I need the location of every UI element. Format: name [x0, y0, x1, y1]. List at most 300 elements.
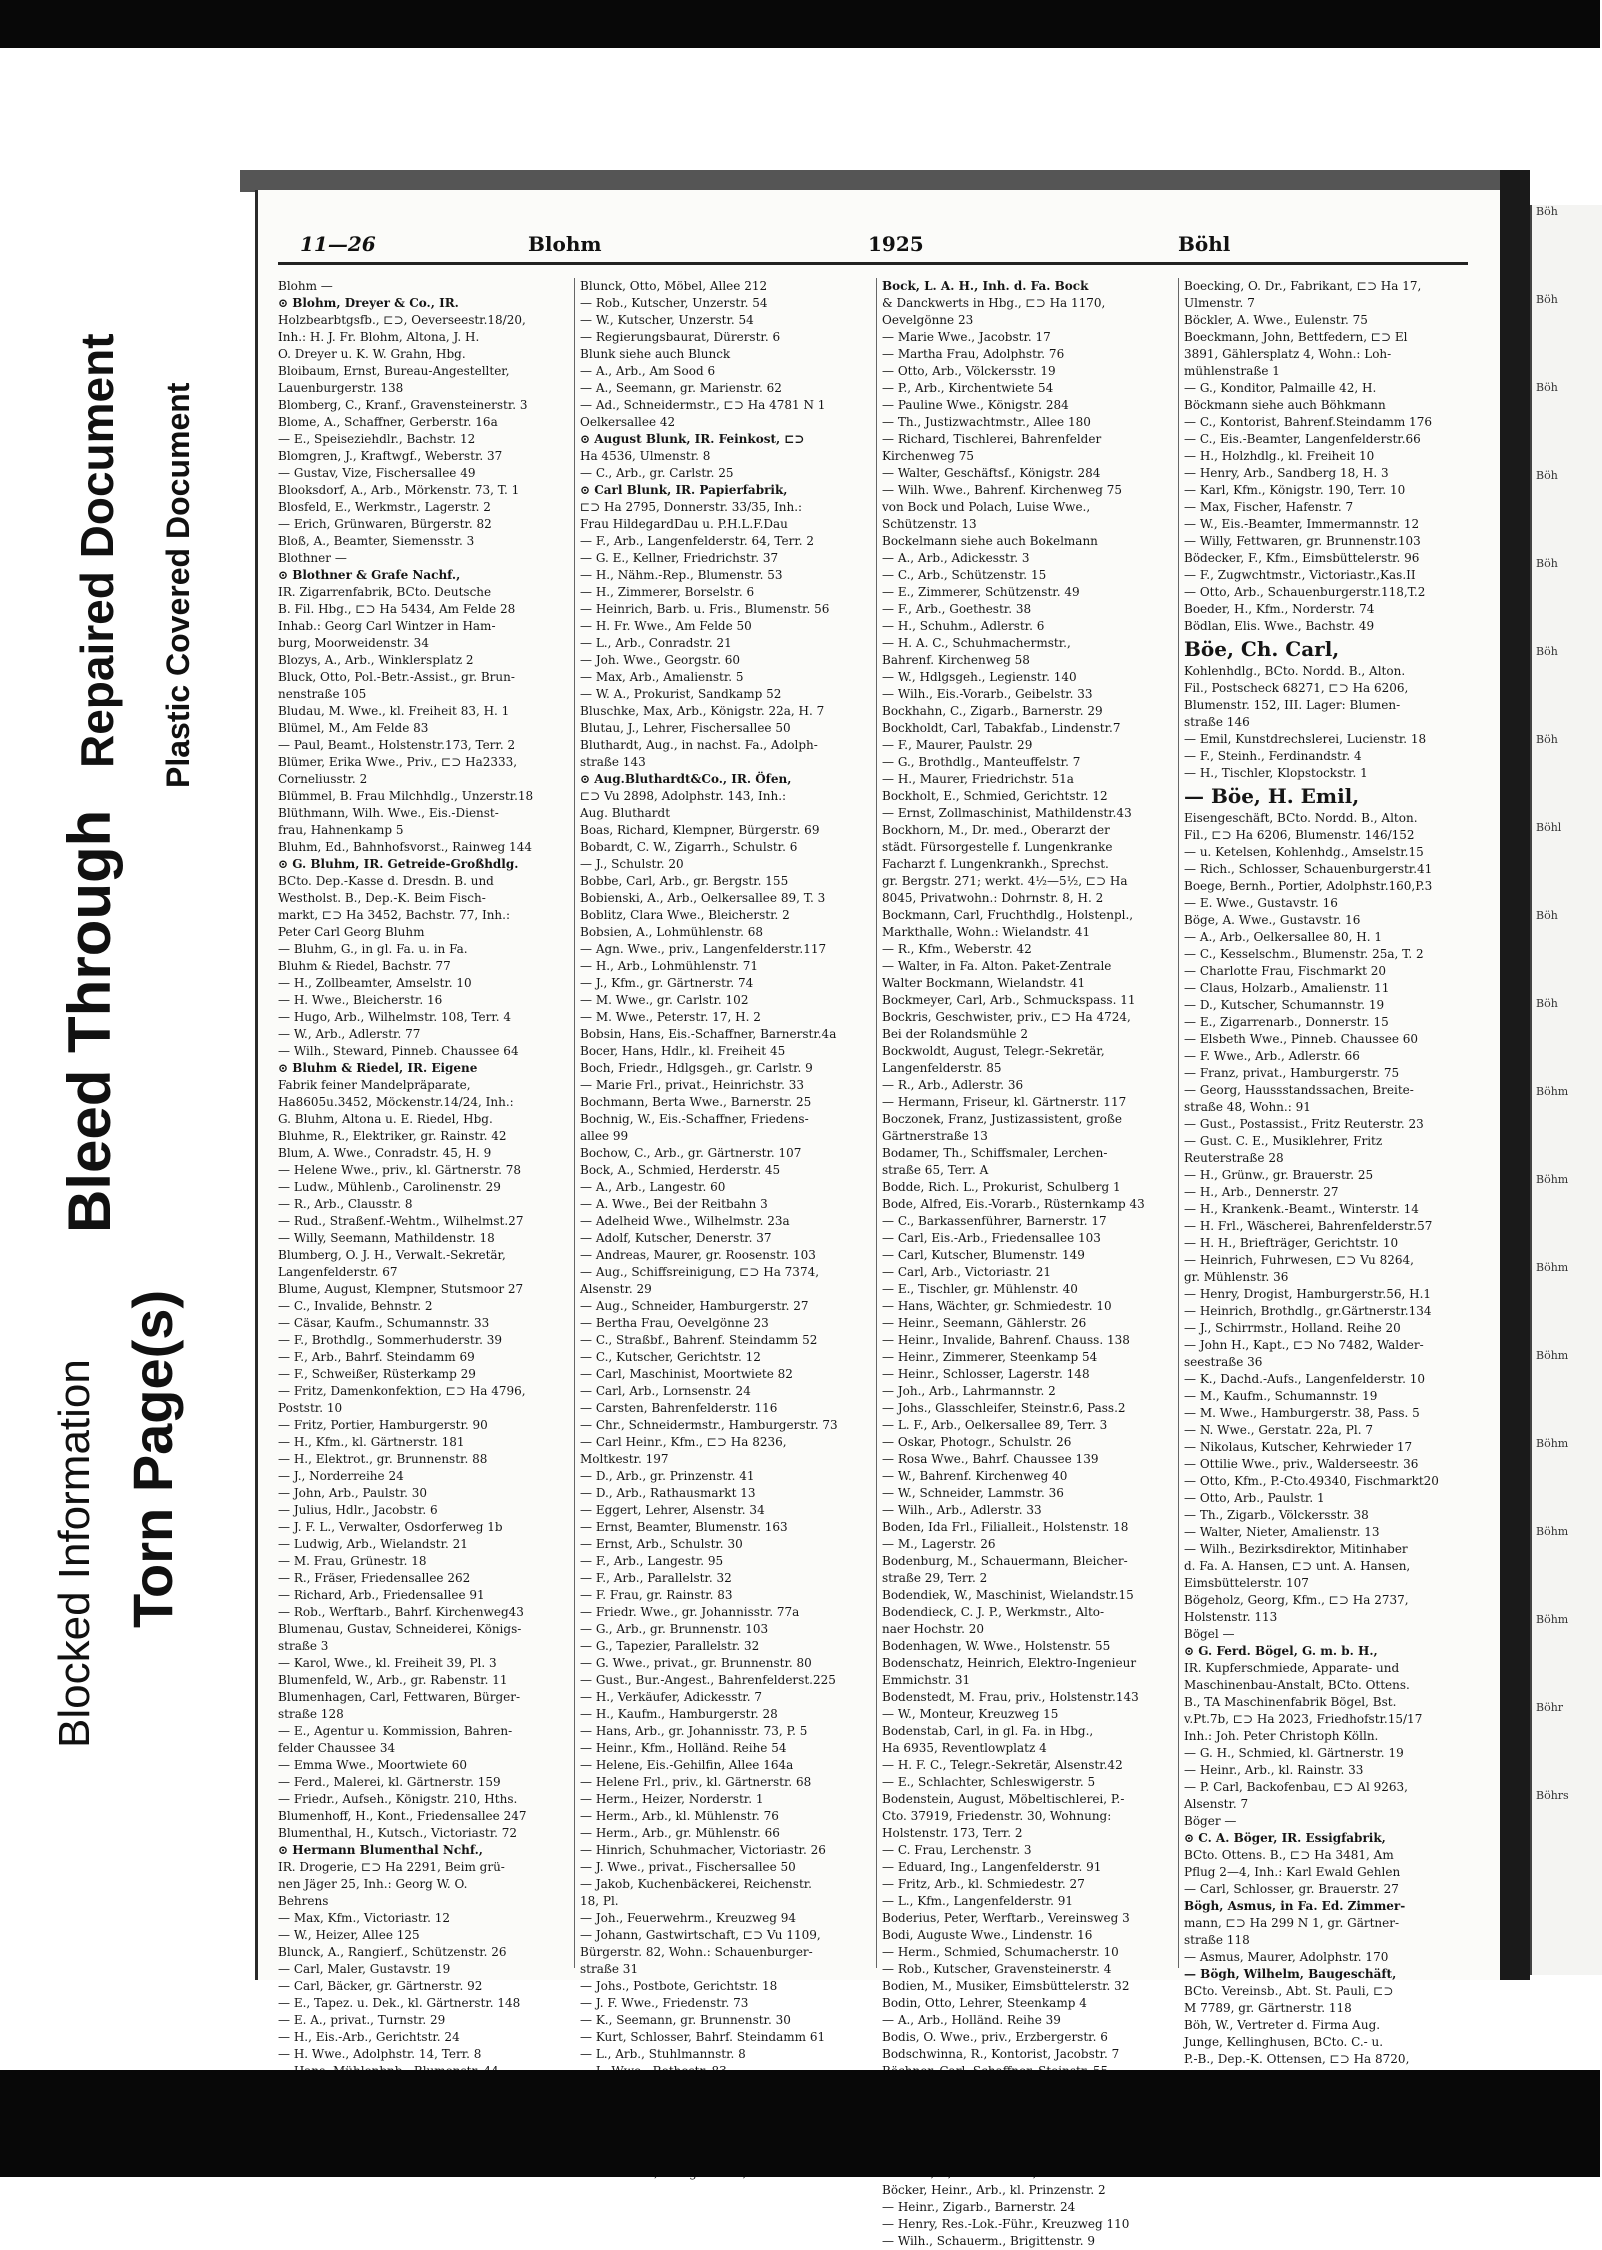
directory-entry: — Heinr., Arb., kl. Rainstr. 33: [1184, 1763, 1364, 1777]
directory-entry: Alsenstr. 7: [1184, 1797, 1249, 1811]
directory-entry: — M. Frau, Grünestr. 18: [278, 1554, 427, 1568]
directory-entry: — Richard, Tischlerei, Bahrenfelder: [882, 432, 1102, 446]
directory-entry: — W., Monteur, Kreuzweg 15: [882, 1707, 1059, 1721]
directory-entry: Inh.: H. J. Fr. Blohm, Altona, J. H.: [278, 330, 480, 344]
directory-entry: — E. Wwe., Gustavstr. 16: [1184, 896, 1338, 910]
directory-entry: — C., Kontorist, Bahrenf.Steindamm 176: [1184, 415, 1432, 429]
directory-entry: gr. Mühlenstr. 36: [1184, 1270, 1289, 1284]
directory-entry: — M. Wwe., Hamburgerstr. 38, Pass. 5: [1184, 1406, 1420, 1420]
directory-entry: — A., Arb., Langestr. 60: [580, 1180, 726, 1194]
directory-entry: Pflug 2—4, Inh.: Karl Ewald Gehlen: [1184, 1865, 1401, 1879]
directory-entry: Ha 6935, Reventlowplatz 4: [882, 1741, 1047, 1755]
directory-entry: — Carl, Kutscher, Blumenstr. 149: [882, 1248, 1085, 1262]
adjacent-page-fragment: Böhm: [1536, 1261, 1569, 1274]
directory-entry: seestraße 36: [1184, 1355, 1263, 1369]
directory-entry: — Rob., Werftarb., Bahrf. Kirchenweg43: [278, 1605, 524, 1619]
directory-entry: — Julius, Hdlr., Jacobstr. 6: [278, 1503, 438, 1517]
directory-entry: Blumberg, O. J. H., Verwalt.-Sekretär,: [278, 1248, 506, 1262]
directory-entry: — W., Kutscher, Unzerstr. 54: [580, 313, 754, 327]
adjacent-page-fragment: Böh: [1536, 557, 1558, 570]
directory-entry: Corneliusstr. 2: [278, 772, 368, 786]
directory-entry: Maschinenbau-Anstalt, BCto. Ottens.: [1184, 1678, 1410, 1692]
directory-entry: — P., Arb., Kirchentwiete 54: [882, 381, 1054, 395]
directory-entry: mühlenstraße 1: [1184, 364, 1280, 378]
directory-entry: Bödlan, Elis. Wwe., Bachstr. 49: [1184, 619, 1375, 633]
directory-entry: — J. F. Wwe., Friedenstr. 73: [580, 1996, 749, 2010]
directory-entry: Bochnig, W., Eis.-Schaffner, Friedens-: [580, 1112, 809, 1126]
directory-entry: ⊙ G. Ferd. Bögel, G. m. b. H.,: [1184, 1644, 1378, 1658]
directory-entry: — Carl, Maler, Gustavstr. 19: [278, 1962, 451, 1976]
directory-entry: ⊏⊃ Ha 2795, Donnerstr. 33/35, Inh.:: [580, 500, 803, 514]
directory-entry: — G., Konditor, Palmaille 42, H.: [1184, 381, 1377, 395]
directory-entry: Westholst. B., Dep.-K. Beim Fisch-: [278, 891, 486, 905]
directory-entry: IR. Drogerie, ⊏⊃ Ha 2291, Beim grü-: [278, 1860, 505, 1874]
directory-entry: Bockhorn, M., Dr. med., Oberarzt der: [882, 823, 1110, 837]
directory-entry: — Aug., Schneider, Hamburgerstr. 27: [580, 1299, 809, 1313]
directory-entry: — H. Wwe., Adolphstr. 14, Terr. 8: [278, 2047, 482, 2061]
directory-entry: Bodien, M., Musiker, Eimsbüttelerstr. 32: [882, 1979, 1130, 1993]
directory-entry: Bögeholz, Georg, Kfm., ⊏⊃ Ha 2737,: [1184, 1593, 1409, 1607]
directory-entry: — Agn. Wwe., priv., Langenfelderstr.117: [580, 942, 827, 956]
directory-entry: Bodin, Otto, Lehrer, Steenkamp 4: [882, 1996, 1087, 2010]
directory-entry: Blutau, J., Lehrer, Fischersallee 50: [580, 721, 791, 735]
directory-entry: — Wilh., Schauerm., Brigittenstr. 9: [882, 2234, 1096, 2248]
directory-entry: — E., Zigarrenarb., Donnerstr. 15: [1184, 1015, 1389, 1029]
directory-entry: — G., Tapezier, Parallelstr. 32: [580, 1639, 760, 1653]
directory-entry: — Helene Frl., priv., kl. Gärtnerstr. 68: [580, 1775, 812, 1789]
directory-entry: — W. A., Prokurist, Sandkamp 52: [580, 687, 782, 701]
directory-entry: — Fritz, Damenkonfektion, ⊏⊃ Ha 4796,: [278, 1384, 526, 1398]
directory-entry: Blunck, Otto, Möbel, Allee 212: [580, 279, 768, 293]
directory-entry: — C., Kutscher, Gerichtstr. 12: [580, 1350, 761, 1364]
directory-entry: — Ludwig, Arb., Wielandstr. 21: [278, 1537, 468, 1551]
directory-entry: — Max, Kfm., Victoriastr. 12: [278, 1911, 450, 1925]
directory-entry: — Adolf, Kutscher, Denerstr. 37: [580, 1231, 772, 1245]
adjacent-page-edge: [1530, 205, 1602, 1975]
directory-entry: — Carl, Schlosser, gr. Brauerstr. 27: [1184, 1882, 1399, 1896]
directory-entry: — John, Arb., Paulstr. 30: [278, 1486, 428, 1500]
directory-entry: — Karol, Wwe., kl. Freiheit 39, Pl. 3: [278, 1656, 497, 1670]
directory-entry: — F., Schweißer, Rüsterkamp 29: [278, 1367, 476, 1381]
directory-entry: — H. Wwe., Bleicherstr. 16: [278, 993, 443, 1007]
directory-entry: — Adelheid Wwe., Wilhelmstr. 23a: [580, 1214, 790, 1228]
directory-entry: straße 143: [580, 755, 646, 769]
directory-entry: — Helene Wwe., priv., kl. Gärtnerstr. 78: [278, 1163, 522, 1177]
directory-entry: — Wilh., Eis.-Vorarb., Geibelstr. 33: [882, 687, 1093, 701]
directory-entry: Blozys, A., Arb., Winklersplatz 2: [278, 653, 474, 667]
directory-entry: Bahrenf. Kirchenweg 58: [882, 653, 1030, 667]
directory-entry: — K., Dachd.-Aufs., Langenfelderstr. 10: [1184, 1372, 1425, 1386]
directory-entry: — Rosa Wwe., Bahrf. Chaussee 139: [882, 1452, 1099, 1466]
directory-entry: — Friedr., Aufseh., Königstr. 210, Hths.: [278, 1792, 518, 1806]
directory-entry: — Rich., Schlosser, Schauenburgerstr.41: [1184, 862, 1433, 876]
directory-entry: Blumenthal, H., Kutsch., Victoriastr. 72: [278, 1826, 518, 1840]
directory-entry: — Heinr., Kfm., Holländ. Reihe 54: [580, 1741, 787, 1755]
directory-entry: — Aug., Schiffsreinigung, ⊏⊃ Ha 7374,: [580, 1265, 820, 1279]
directory-entry: Bluck, Otto, Pol.-Betr.-Assist., gr. Brun-: [278, 670, 515, 684]
directory-entry: — L., Kfm., Langenfelderstr. 91: [882, 1894, 1074, 1908]
directory-entry: Bodis, O. Wwe., priv., Erzbergerstr. 6: [882, 2030, 1108, 2044]
directory-entry: Cto. 37919, Friedenstr. 30, Wohnung:: [882, 1809, 1112, 1823]
directory-entry: Böge, A. Wwe., Gustavstr. 16: [1184, 913, 1361, 927]
adjacent-page-fragment: Böhm: [1536, 1349, 1569, 1362]
directory-entry: nenstraße 105: [278, 687, 367, 701]
adjacent-page-fragment: Böh: [1536, 381, 1558, 394]
directory-entry: O. Dreyer u. K. W. Grahn, Hbg.: [278, 347, 466, 361]
directory-entry: — J. Wwe., privat., Fischersallee 50: [580, 1860, 796, 1874]
directory-entry: — E. A., privat., Turnstr. 29: [278, 2013, 446, 2027]
directory-entry: Emmichstr. 31: [882, 1673, 971, 1687]
column-4: [1184, 278, 1474, 2066]
directory-entry: Bockholdt, Carl, Tabakfab., Lindenstr.7: [882, 721, 1121, 735]
directory-entry: Gärtnerstraße 13: [882, 1129, 988, 1143]
directory-entry: Böe, Ch. Carl,: [1184, 637, 1340, 661]
directory-entry: — H. Fr. Wwe., Am Felde 50: [580, 619, 752, 633]
directory-entry: Oelkersallee 42: [580, 415, 676, 429]
directory-entry: B. Fil. Hbg., ⊏⊃ Ha 5434, Am Felde 28: [278, 602, 516, 616]
column-1: [278, 278, 568, 2061]
directory-entry: Böckler, A. Wwe., Eulenstr. 75: [1184, 313, 1368, 327]
directory-entry: Boden, Ida Frl., Filialleit., Holstenstr. 18: [882, 1520, 1129, 1534]
directory-entry: — Georg, Haussstandssachen, Breite-: [1184, 1083, 1414, 1097]
directory-entry: Boecking, O. Dr., Fabrikant, ⊏⊃ Ha 17,: [1184, 279, 1422, 293]
directory-entry: — Carl, Arb., Lornsenstr. 24: [580, 1384, 751, 1398]
directory-entry: Bodschwinna, R., Kontorist, Jacobstr. 7: [882, 2047, 1120, 2061]
column-3: [882, 278, 1172, 2248]
directory-entry: — A., Arb., Am Sood 6: [580, 364, 716, 378]
directory-entry: — E., Tischler, gr. Mühlenstr. 40: [882, 1282, 1078, 1296]
column-2: [580, 278, 870, 2061]
directory-entry: Fil., Postscheck 68271, ⊏⊃ Ha 6206,: [1184, 681, 1409, 695]
directory-entry: Peter Carl Georg Bluhm: [278, 925, 425, 939]
directory-entry: — Gust., Bur.-Angest., Bahrenfelderst.225: [580, 1673, 836, 1687]
directory-entry: Bodamer, Th., Schiffsmaler, Lerchen-: [882, 1146, 1108, 1160]
directory-entry: — G. Wwe., privat., gr. Brunnenstr. 80: [580, 1656, 812, 1670]
directory-entry: — Carl, Arb., Victoriastr. 21: [882, 1265, 1051, 1279]
directory-entry: — Wilh., Arb., Adlerstr. 33: [882, 1503, 1042, 1517]
label-repaired-document: Repaired Document: [71, 333, 123, 768]
directory-entry: BCto. Ottens. B., ⊏⊃ Ha 3481, Am: [1184, 1848, 1394, 1862]
directory-entry: — Otto, Arb., Paulstr. 1: [1184, 1491, 1325, 1505]
directory-entry: — Bluhm, G., in gl. Fa. u. in Fa.: [278, 942, 468, 956]
adjacent-page-fragment: Böhm: [1536, 1437, 1569, 1450]
directory-entry: Bodde, Rich. L., Prokurist, Schulberg 1: [882, 1180, 1121, 1194]
directory-entry: — Jakob, Kuchenbäckerei, Reichenstr.: [580, 1877, 812, 1891]
page-number: 11—26: [300, 232, 376, 256]
directory-entry: — F., Arb., Langenfelderstr. 64, Terr. 2: [580, 534, 815, 548]
directory-entry: Behrens: [278, 1894, 329, 1908]
directory-entry: — H., Kaufm., Hamburgerstr. 28: [580, 1707, 778, 1721]
directory-entry: Bodenstein, August, Möbeltischlerei, P.-: [882, 1792, 1125, 1806]
directory-entry: Bocer, Hans, Hdlr., kl. Freiheit 45: [580, 1044, 786, 1058]
directory-entry: — G. E., Kellner, Friedrichstr. 37: [580, 551, 779, 565]
directory-entry: — H., Zimmerer, Borselstr. 6: [580, 585, 755, 599]
directory-entry: — Wilh. Wwe., Bahrenf. Kirchenweg 75: [882, 483, 1122, 497]
directory-entry: — H., Maurer, Friedrichstr. 51a: [882, 772, 1074, 786]
directory-entry: Bögel —: [1184, 1627, 1235, 1641]
directory-entry: — Bertha Frau, Oevelgönne 23: [580, 1316, 769, 1330]
directory-entry: — Kurt, Schlosser, Bahrf. Steindamm 61: [580, 2030, 826, 2044]
directory-entry: Reuterstraße 28: [1184, 1151, 1284, 1165]
directory-entry: — Walter, in Fa. Alton. Paket-Zentrale: [882, 959, 1112, 973]
directory-entry: — Claus, Holzarb., Amalienstr. 11: [1184, 981, 1390, 995]
directory-columns: [278, 278, 1478, 2248]
directory-entry: — W., Heizer, Allee 125: [278, 1928, 420, 1942]
directory-entry: — Erich, Grünwaren, Bürgerstr. 82: [278, 517, 492, 531]
directory-entry: BCto. Vereinsb., Abt. St. Pauli, ⊏⊃: [1184, 1984, 1394, 1998]
directory-entry: — A., Arb., Holländ. Reihe 39: [882, 2013, 1061, 2027]
directory-entry: — Andreas, Maurer, gr. Roosenstr. 103: [580, 1248, 816, 1262]
directory-entry: straße 65, Terr. A: [882, 1163, 989, 1177]
directory-entry: Blothner —: [278, 551, 347, 565]
directory-page: [255, 190, 1503, 2248]
directory-entry: Bögh, Asmus, in Fa. Ed. Zimmer-: [1184, 1899, 1406, 1913]
directory-entry: Alsenstr. 29: [580, 1282, 652, 1296]
directory-entry: Bobienski, A., Arb., Oelkersallee 89, T. 3: [580, 891, 826, 905]
directory-entry: Bock, A., Schmied, Herderstr. 45: [580, 1163, 781, 1177]
directory-entry: — F., Arb., Parallelstr. 32: [580, 1571, 732, 1585]
directory-entry: burg, Moorweidenstr. 34: [278, 636, 429, 650]
directory-entry: ⊙ C. A. Böger, IR. Essigfabrik,: [1184, 1831, 1386, 1845]
directory-entry: — Nikolaus, Kutscher, Kehrwieder 17: [1184, 1440, 1413, 1454]
directory-entry: Bodenschatz, Heinrich, Elektro-Ingenieur: [882, 1656, 1137, 1670]
directory-entry: — H., Eis.-Arb., Gerichtstr. 24: [278, 2030, 460, 2044]
directory-entry: ⊙ Carl Blunk, IR. Papierfabrik,: [580, 483, 788, 497]
directory-entry: Bluthardt, Aug., in nachst. Fa., Adolph-: [580, 738, 818, 752]
directory-entry: — Herm., Schmied, Schumacherstr. 10: [882, 1945, 1119, 1959]
directory-entry: — P. Carl, Backofenbau, ⊏⊃ Al 9263,: [1184, 1780, 1408, 1794]
page-top-shadow: [240, 170, 1505, 192]
directory-entry: — Martha Frau, Adolphstr. 76: [882, 347, 1065, 361]
adjacent-page-fragment: Böh: [1536, 469, 1558, 482]
directory-entry: — L. F., Arb., Oelkersallee 89, Terr. 3: [882, 1418, 1108, 1432]
directory-entry: Blume, August, Klempner, Stutsmoor 27: [278, 1282, 524, 1296]
directory-entry: Langenfelderstr. 85: [882, 1061, 1002, 1075]
directory-entry: — F., Brothdlg., Sommerhuderstr. 39: [278, 1333, 503, 1347]
directory-entry: — L., Arb., Stuhlmannstr. 8: [580, 2047, 746, 2061]
directory-entry: Boege, Bernh., Portier, Adolphstr.160,P.3: [1184, 879, 1433, 893]
directory-entry: — Gustav, Vize, Fischersallee 49: [278, 466, 476, 480]
directory-entry: — Charlotte Frau, Fischmarkt 20: [1184, 964, 1387, 978]
adjacent-page-fragment: Böhm: [1536, 1173, 1569, 1186]
directory-entry: — G., Arb., gr. Brunnenstr. 103: [580, 1622, 769, 1636]
directory-entry: Aug. Bluthardt: [580, 806, 671, 820]
directory-entry: — J., Schulstr. 20: [580, 857, 684, 871]
directory-entry: Markthalle, Wohn.: Wielandstr. 41: [882, 925, 1091, 939]
directory-entry: — H., Nähm.-Rep., Blumenstr. 53: [580, 568, 783, 582]
directory-entry: — Eduard, Ing., Langenfelderstr. 91: [882, 1860, 1102, 1874]
directory-entry: — Hans, Wächter, gr. Schmiedestr. 10: [882, 1299, 1112, 1313]
label-plastic-covered: Plastic Covered Document: [160, 382, 196, 788]
directory-entry: Ha 4536, Ulmenstr. 8: [580, 449, 711, 463]
directory-entry: — J., Schirrmstr., Holland. Reihe 20: [1184, 1321, 1401, 1335]
adjacent-page-fragment: Böhr: [1536, 1701, 1564, 1714]
directory-entry: — Heinr., Zigarb., Barnerstr. 24: [882, 2200, 1076, 2214]
directory-entry: — Ernst, Zollmaschinist, Mathildenstr.43: [882, 806, 1132, 820]
directory-entry: — Otto, Kfm., P.-Cto.49340, Fischmarkt20: [1184, 1474, 1439, 1488]
label-bleed-through: Bleed Through: [56, 809, 123, 1233]
directory-entry: — H., Arb., Dennerstr. 27: [1184, 1185, 1339, 1199]
book-gutter: [1500, 170, 1530, 1980]
directory-entry: Bluschke, Max, Arb., Königstr. 22a, H. 7: [580, 704, 825, 718]
directory-entry: — Ernst, Beamter, Blumenstr. 163: [580, 1520, 788, 1534]
directory-entry: P.-B., Dep.-K. Ottensen, ⊏⊃ Ha 8720,: [1184, 2052, 1410, 2066]
directory-entry: — H. H., Briefträger, Gerichtstr. 10: [1184, 1236, 1399, 1250]
adjacent-page-fragment: Böhm: [1536, 1085, 1569, 1098]
directory-entry: Bodenstedt, M. Frau, priv., Holstenstr.143: [882, 1690, 1139, 1704]
directory-entry: — F., Maurer, Paulstr. 29: [882, 738, 1033, 752]
directory-entry: — C., Straßbf., Bahrenf. Steindamm 52: [580, 1333, 818, 1347]
directory-entry: — G., Brothdlg., Manteuffelstr. 7: [882, 755, 1081, 769]
directory-entry: — Helene, Eis.-Gehilfin, Allee 164a: [580, 1758, 794, 1772]
directory-entry: Boczonek, Franz, Justizassistent, große: [882, 1112, 1122, 1126]
directory-entry: Blomberg, C., Kranf., Gravensteinerstr. 3: [278, 398, 528, 412]
directory-entry: — u. Ketelsen, Kohlenhdg., Amselstr.15: [1184, 845, 1424, 859]
directory-entry: Inh.: Joh. Peter Christoph Kölln.: [1184, 1729, 1379, 1743]
directory-entry: Bochow, C., Arb., gr. Gärtnerstr. 107: [580, 1146, 802, 1160]
directory-entry: Bobbe, Carl, Arb., gr. Bergstr. 155: [580, 874, 789, 888]
directory-entry: — Herm., Heizer, Norderstr. 1: [580, 1792, 764, 1806]
directory-entry: — M., Lagerstr. 26: [882, 1537, 996, 1551]
directory-entry: — Johs., Glasschleifer, Steinstr.6, Pass.2: [882, 1401, 1126, 1415]
directory-entry: — Walter, Nieter, Amalienstr. 13: [1184, 1525, 1380, 1539]
directory-entry: Bödecker, F., Kfm., Eimsbüttelerstr. 96: [1184, 551, 1420, 565]
directory-entry: — Regierungsbaurat, Dürerstr. 6: [580, 330, 781, 344]
directory-entry: — D., Kutscher, Schumannstr. 19: [1184, 998, 1385, 1012]
directory-entry: frau, Hahnenkamp 5: [278, 823, 404, 837]
directory-entry: Holstenstr. 173, Terr. 2: [882, 1826, 1023, 1840]
directory-entry: — Fritz, Portier, Hamburgerstr. 90: [278, 1418, 488, 1432]
directory-entry: — Heinrich, Fuhrwesen, ⊏⊃ Vu 8264,: [1184, 1253, 1414, 1267]
directory-entry: Blooksdorf, A., Arb., Mörkenstr. 73, T. 1: [278, 483, 520, 497]
directory-entry: Blumenhagen, Carl, Fettwaren, Bürger-: [278, 1690, 521, 1704]
directory-entry: — Oskar, Photogr., Schulstr. 26: [882, 1435, 1072, 1449]
directory-entry: d. Fa. A. Hansen, ⊏⊃ unt. A. Hansen,: [1184, 1559, 1411, 1573]
scanner-band-bottom: [0, 2070, 1600, 2177]
directory-entry: — W., Arb., Adlerstr. 77: [278, 1027, 421, 1041]
directory-entry: Blumenfeld, W., Arb., gr. Rabenstr. 11: [278, 1673, 508, 1687]
directory-entry: straße 128: [278, 1707, 344, 1721]
directory-entry: — C., Eis.-Beamter, Langenfelderstr.66: [1184, 432, 1421, 446]
directory-entry: — Carsten, Bahrenfelderstr. 116: [580, 1401, 778, 1415]
directory-entry: Kohlenhdlg., BCto. Nordd. B., Alton.: [1184, 664, 1406, 678]
directory-entry: Fabrik feiner Mandelpräparate,: [278, 1078, 471, 1092]
directory-entry: — M. Wwe., gr. Carlstr. 102: [580, 993, 749, 1007]
directory-entry: Ha8605u.3452, Möckenstr.14/24, Inh.:: [278, 1095, 514, 1109]
directory-entry: — A., Arb., Oelkersallee 80, H. 1: [1184, 930, 1382, 944]
adjacent-page-fragment: Böhrs: [1536, 1789, 1569, 1802]
directory-entry: Bürgerstr. 82, Wohn.: Schauenburger-: [580, 1945, 813, 1959]
directory-entry: — E., Agentur u. Kommission, Bahren-: [278, 1724, 513, 1738]
directory-entry: — Cäsar, Kaufm., Schumannstr. 33: [278, 1316, 490, 1330]
directory-entry: Bodenburg, M., Schauermann, Bleicher-: [882, 1554, 1128, 1568]
directory-entry: ⊏⊃ Vu 2898, Adolphstr. 143, Inh.:: [580, 789, 787, 803]
directory-entry: Frau HildegardDau u. P.H.L.F.Dau: [580, 517, 788, 531]
directory-entry: G. Bluhm, Altona u. E. Riedel, Hbg.: [278, 1112, 493, 1126]
directory-entry: — Joh., Feuerwehrm., Kreuzweg 94: [580, 1911, 797, 1925]
directory-entry: ⊙ G. Bluhm, IR. Getreide-Großhdlg.: [278, 857, 519, 871]
scanner-band-top: [0, 0, 1600, 48]
directory-entry: — Marie Wwe., Jacobstr. 17: [882, 330, 1051, 344]
directory-entry: — Heinr., Zimmerer, Steenkamp 54: [882, 1350, 1098, 1364]
directory-entry: — C., Invalide, Behnstr. 2: [278, 1299, 433, 1313]
directory-entry: — C., Barkassenführer, Barnerstr. 17: [882, 1214, 1107, 1228]
directory-entry: — Heinrich, Barb. u. Fris., Blumenstr. 56: [580, 602, 830, 616]
directory-entry: Bloß, A., Beamter, Siemensstr. 3: [278, 534, 475, 548]
directory-entry: Blumenstr. 152, III. Lager: Blumen-: [1184, 698, 1401, 712]
directory-entry: Boeckmann, John, Bettfedern, ⊏⊃ El: [1184, 330, 1408, 344]
directory-entry: Bockelmann siehe auch Bokelmann: [882, 534, 1098, 548]
directory-entry: — Joh. Wwe., Georgstr. 60: [580, 653, 740, 667]
directory-entry: — H., Verkäufer, Adickesstr. 7: [580, 1690, 762, 1704]
directory-entry: Holstenstr. 113: [1184, 1610, 1278, 1624]
directory-entry: — Herm., Arb., kl. Mühlenstr. 76: [580, 1809, 779, 1823]
directory-entry: straße 3: [278, 1639, 329, 1653]
directory-entry: — Max, Fischer, Hafenstr. 7: [1184, 500, 1354, 514]
directory-entry: — Henry, Drogist, Hamburgerstr.56, H.1: [1184, 1287, 1432, 1301]
directory-entry: — Carl, Eis.-Arb., Friedensallee 103: [882, 1231, 1101, 1245]
directory-entry: — John H., Kapt., ⊏⊃ No 7482, Walder-: [1184, 1338, 1424, 1352]
adjacent-page-fragment: Böh: [1536, 205, 1558, 218]
directory-entry: Bockmann, Carl, Fruchthdlg., Holstenpl.,: [882, 908, 1134, 922]
directory-entry: M 7789, gr. Gärtnerstr. 118: [1184, 2001, 1352, 2015]
directory-entry: Kirchenweg 75: [882, 449, 974, 463]
directory-entry: — F., Arb., Goethestr. 38: [882, 602, 1032, 616]
directory-entry: — Fritz, Arb., kl. Schmiedestr. 27: [882, 1877, 1085, 1891]
directory-entry: — Ottilie Wwe., priv., Walderseestr. 36: [1184, 1457, 1419, 1471]
directory-entry: — Karl, Kfm., Königstr. 190, Terr. 10: [1184, 483, 1406, 497]
directory-entry: Boderius, Peter, Werftarb., Vereinsweg 3: [882, 1911, 1130, 1925]
directory-entry: — C., Arb., gr. Carlstr. 25: [580, 466, 734, 480]
directory-entry: — Willy, Seemann, Mathildenstr. 18: [278, 1231, 495, 1245]
directory-entry: Blome, A., Schaffner, Gerberstr. 16a: [278, 415, 498, 429]
directory-entry: — Johs., Postbote, Gerichtstr. 18: [580, 1979, 778, 1993]
directory-entry: — H., Holzhdlg., kl. Freiheit 10: [1184, 449, 1375, 463]
directory-entry: Blumenau, Gustav, Schneiderei, Königs-: [278, 1622, 522, 1636]
directory-entry: Blüthmann, Wilh. Wwe., Eis.-Dienst-: [278, 806, 499, 820]
directory-entry: — E., Tapez. u. Dek., kl. Gärtnerstr. 148: [278, 1996, 521, 2010]
directory-entry: — Ernst, Arb., Schulstr. 30: [580, 1537, 743, 1551]
directory-entry: — H., Zollbeamter, Amselstr. 10: [278, 976, 472, 990]
directory-entry: — H., Elektrot., gr. Brunnenstr. 88: [278, 1452, 488, 1466]
directory-entry: — F. Frau, gr. Rainstr. 83: [580, 1588, 733, 1602]
directory-entry: — Pauline Wwe., Königstr. 284: [882, 398, 1069, 412]
directory-entry: Blomgren, J., Kraftwgf., Weberstr. 37: [278, 449, 503, 463]
directory-entry: 3891, Gählersplatz 4, Wohn.: Loh-: [1184, 347, 1392, 361]
directory-entry: Holzbearbtgsfb., ⊏⊃, Oeverseestr.18/20,: [278, 313, 526, 327]
directory-entry: Bodenstab, Carl, in gl. Fa. in Hbg.,: [882, 1724, 1094, 1738]
directory-entry: — M., Kaufm., Schumannstr. 19: [1184, 1389, 1378, 1403]
directory-entry: straße 31: [580, 1962, 639, 1976]
directory-entry: — H., Krankenk.-Beamt., Winterstr. 14: [1184, 1202, 1419, 1216]
directory-entry: ⊙ Blothner & Grafe Nachf.,: [278, 568, 461, 582]
directory-entry: — Emil, Kunstdrechslerei, Lucienstr. 18: [1184, 732, 1427, 746]
directory-entry: — Marie Frl., privat., Heinrichstr. 33: [580, 1078, 804, 1092]
directory-entry: — J., Kfm., gr. Gärtnerstr. 74: [580, 976, 754, 990]
directory-entry: — H., Kfm., kl. Gärtnerstr. 181: [278, 1435, 465, 1449]
directory-entry: Blum, A. Wwe., Conradstr. 45, H. 9: [278, 1146, 492, 1160]
directory-entry: naer Hochstr. 20: [882, 1622, 984, 1636]
directory-entry: — W., Schneider, Lammstr. 36: [882, 1486, 1064, 1500]
directory-entry: Lauenburgerstr. 138: [278, 381, 404, 395]
directory-entry: — Henry, Res.-Lok.-Führ., Kreuzweg 110: [882, 2217, 1130, 2231]
directory-entry: — H., Grünw., gr. Brauerstr. 25: [1184, 1168, 1374, 1182]
directory-entry: — Chr., Schneidermstr., Hamburgerstr. 73: [580, 1418, 838, 1432]
directory-entry: — Bögh, Wilhelm, Baugeschäft,: [1184, 1967, 1397, 1981]
directory-entry: — Gust., Postassist., Fritz Reuterstr. 23: [1184, 1117, 1424, 1131]
directory-entry: Boblitz, Clara Wwe., Bleicherstr. 2: [580, 908, 790, 922]
directory-entry: gr. Bergstr. 271; werkt. 4½—5½, ⊏⊃ Ha: [882, 874, 1128, 888]
